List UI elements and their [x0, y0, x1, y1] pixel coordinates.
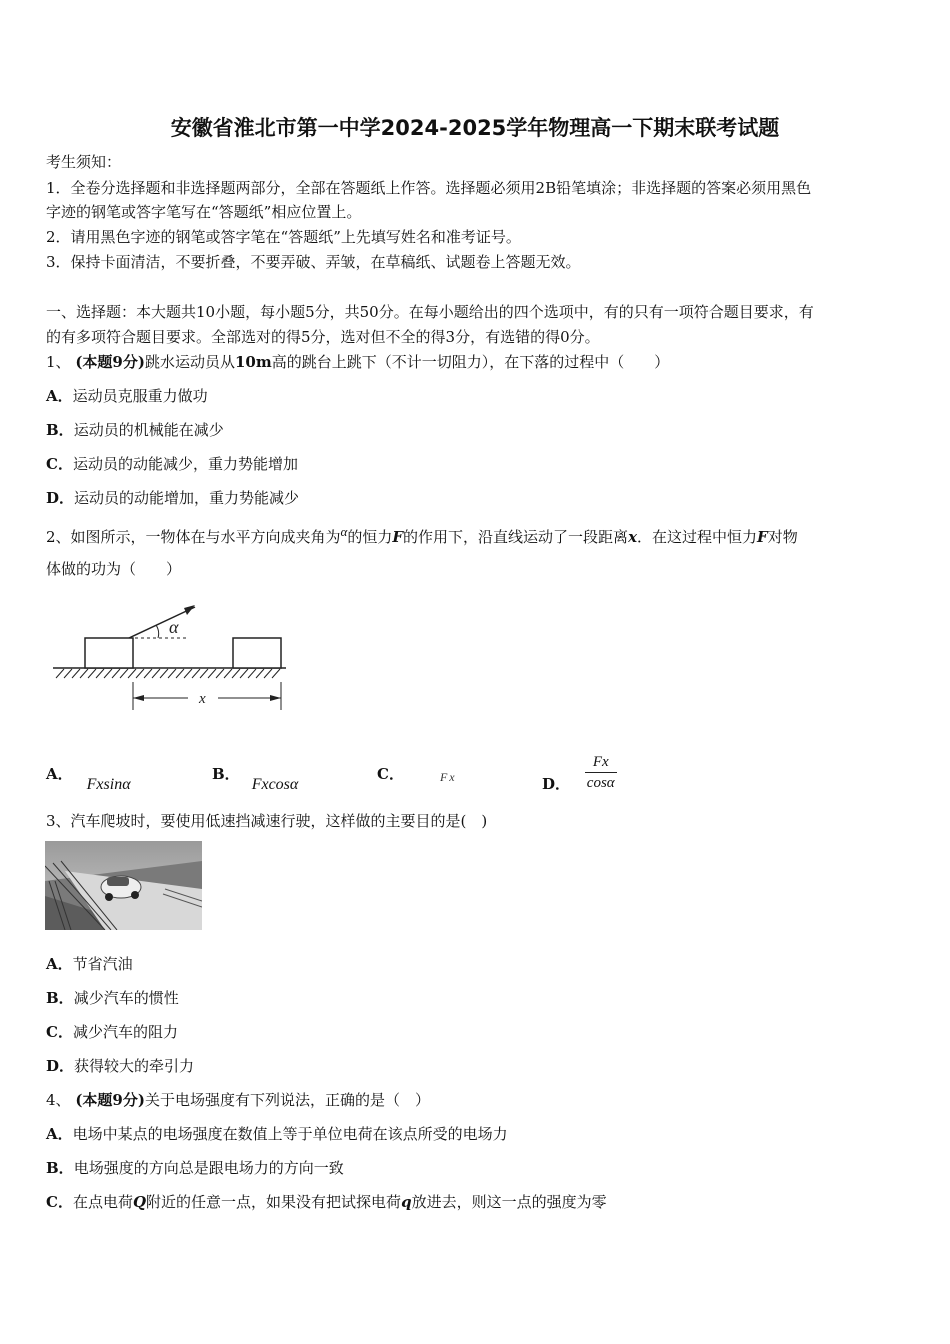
- notice-item-1-cont: 字迹的钢笔或答字笔写在“答题纸”相应位置上。: [46, 203, 362, 221]
- section-heading-line2: 的有多项符合题目要求。全部选对的得5分，选对但不全的得3分，有选错的得0分。: [46, 328, 600, 346]
- notice-item-3: 3．保持卡面清洁，不要折叠，不要弄破、弄皱，在草稿纸、试题卷上答题无效。: [46, 253, 581, 271]
- q2-option-b: B．Fxcosα: [212, 765, 299, 793]
- q1-height: 10m: [234, 353, 272, 371]
- notice-item-1: 1．全卷分选择题和非选择题两部分，全部在答题纸上作答。选择题必须用2B铅笔填涂；非选择题的答案必须用黑色: [46, 179, 812, 197]
- notice-heading: 考生须知：: [46, 153, 122, 171]
- section-heading-line1: 一、选择题：本大题共10小题，每小题5分，共50分。在每小题给出的四个选项中，有的只有一项符合题目要求，有: [46, 303, 814, 321]
- q3-option-a: A．节省汽油: [46, 955, 133, 973]
- force-arrow: [129, 607, 195, 638]
- question-3: 3、汽车爬坡时，要使用低速挡减速行驶，这样做的主要目的是( ): [46, 812, 488, 830]
- q1-text-c: 高的跳台上跳下（不计一切阻力），在下落的过程中（ ）: [271, 353, 670, 371]
- question-4: 4、 (本题9分)关于电场强度有下列说法，正确的是（ ）: [46, 1091, 430, 1109]
- force-diagram: [48, 598, 298, 716]
- q1-option-c: C．运动员的动能减少，重力势能增加: [46, 455, 298, 473]
- q3-option-b: B．减少汽车的惯性: [46, 989, 179, 1007]
- q2-option-a: A．Fxsinα: [46, 765, 131, 793]
- x-label: x: [199, 691, 206, 707]
- q1-option-a: A．运动员克服重力做功: [46, 387, 208, 405]
- block-end: [233, 638, 281, 668]
- question-2-line2: 体做的功为（ ）: [46, 560, 182, 578]
- q4-option-a: A．电场中某点的电场强度在数值上等于单位电荷在该点所受的电场力: [46, 1125, 508, 1143]
- page-title: 安徽省淮北市第一中学2024-2025学年物理高一下期末联考试题: [170, 116, 780, 140]
- q4-option-c: C．在点电荷Q附近的任意一点，如果没有把试探电荷q放进去，则这一点的强度为零: [46, 1193, 607, 1211]
- car-uphill-photo: [45, 841, 202, 930]
- q3-option-c: C．减少汽车的阻力: [46, 1023, 178, 1041]
- question-2: 2、如图所示，一物体在与水平方向成夹角为$^\alpha$的恒力F的作用下，沿直线运动了一段距离x．在这过程中恒力F对物: [46, 524, 798, 546]
- q2-option-c: C． Fx: [377, 765, 457, 784]
- alpha-symbol: α: [340, 524, 348, 539]
- q3-option-d: D．获得较大的牵引力: [46, 1057, 195, 1075]
- q1-option-b: B．运动员的机械能在减少: [46, 421, 224, 439]
- q1-tag: (本题9分): [75, 353, 145, 371]
- q1-number: 1、: [46, 353, 71, 371]
- q4-option-b: B．电场强度的方向总是跟电场力的方向一致: [46, 1159, 344, 1177]
- block-start: [85, 638, 133, 668]
- q2-option-d: D． $\frac{Fx}{\cos\alpha}$: [542, 754, 615, 793]
- alpha-label: α: [169, 617, 179, 637]
- notice-item-2: 2．请用黑色字迹的钢笔或答字笔在“答题纸”上先填写姓名和准考证号。: [46, 228, 521, 246]
- car-icon: [101, 876, 141, 901]
- question-1: [46, 352, 669, 372]
- q1-text-a: 跳水运动员从: [144, 353, 235, 371]
- q1-option-d: D．运动员的动能增加，重力势能减少: [46, 489, 300, 507]
